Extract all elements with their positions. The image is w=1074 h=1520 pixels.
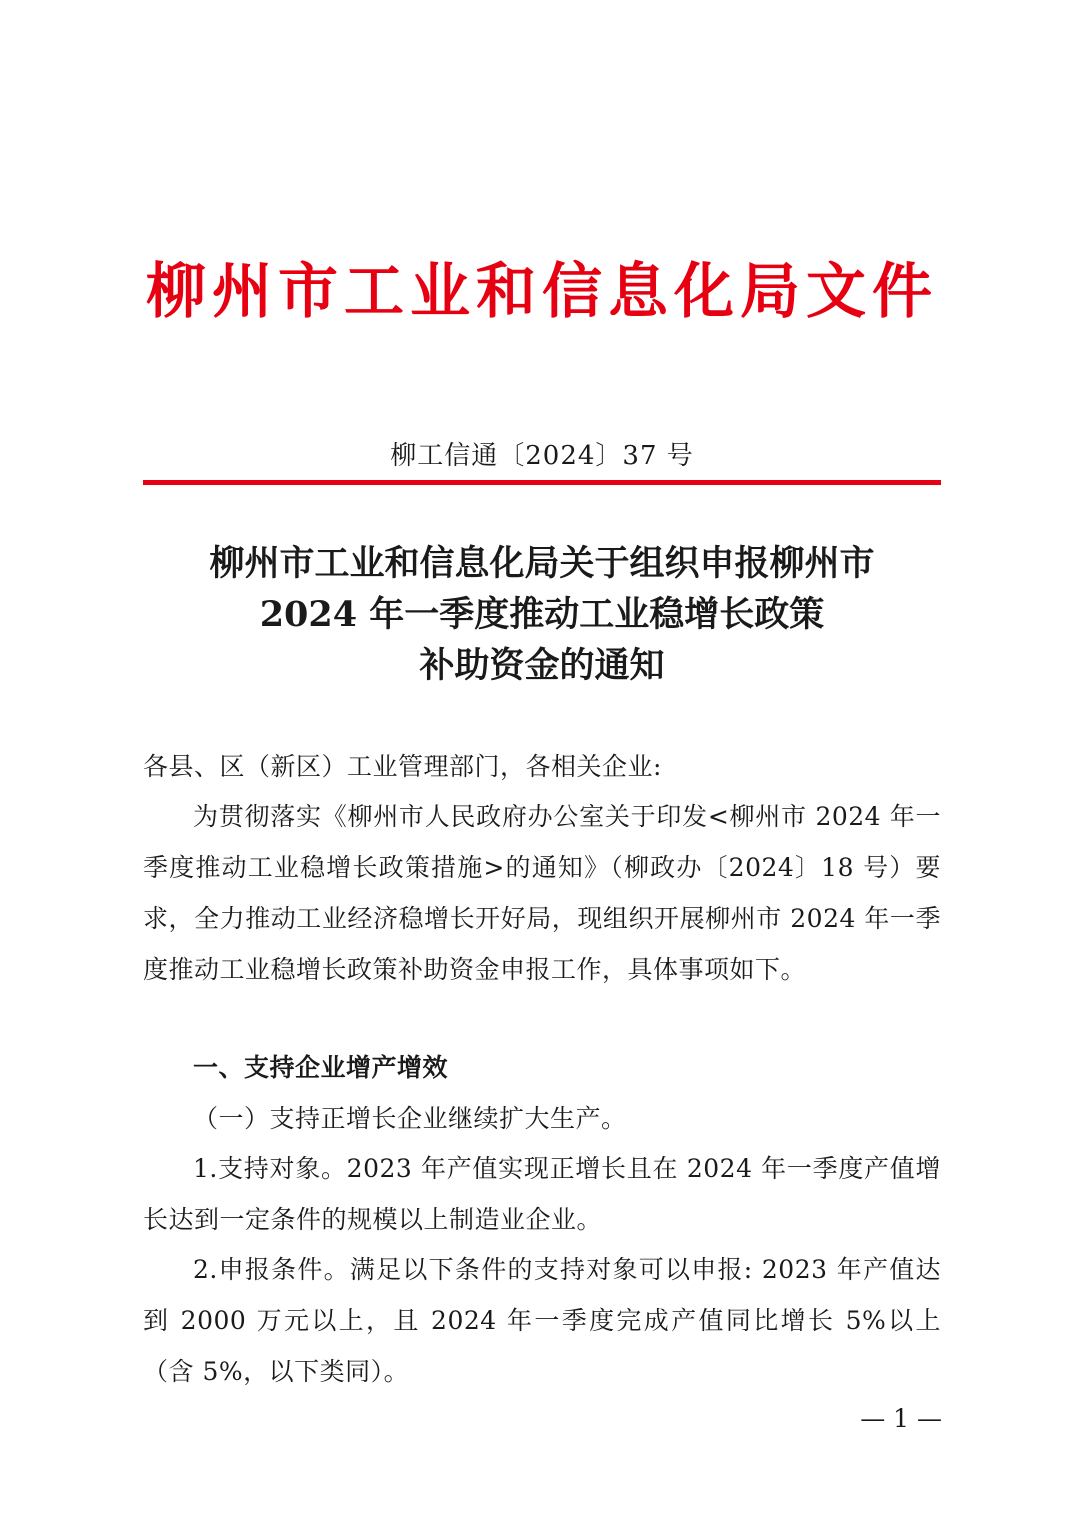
masthead-title: 柳州市工业和信息化局文件 — [146, 257, 938, 327]
salutation: 各县、区（新区）工业管理部门，各相关企业: — [143, 752, 662, 781]
notice-title — [143, 538, 941, 691]
red-divider-line — [143, 480, 941, 485]
title-line-2: 2024 年一季度推动工业稳增长政策 — [259, 594, 825, 635]
document-number: 柳工信通〔2024〕37 号 — [390, 441, 694, 471]
page-number: — 1 — — [860, 1404, 942, 1433]
title-line-1: 柳州市工业和信息化局关于组织申报柳州市 — [209, 543, 875, 584]
item-2-paragraph: 2.申报条件。满足以下条件的支持对象可以申报: 2023 年产值达到 2000 万元以上，且 2024 年一季度完成产值同比增长 5%以上（含 5%，以下类同）。 — [143, 1255, 941, 1386]
section-heading: 一、支持企业增产增效 — [193, 1053, 449, 1082]
item-1-paragraph: 1.支持对象。2023 年产值实现正增长且在 2024 年一季度产值增长达到一定条件的规模以上制造业企业。 — [143, 1154, 941, 1234]
intro-paragraph: 为贯彻落实《柳州市人民政府办公室关于印发<柳州市 2024 年一季度推动工业稳增长政策措施>的通知》（柳政办〔2024〕18 号）要求，全力推动工业经济稳增长开好局，现组织开展柳州市 2024 年一季度推动工业稳增长政策补助资金申报工作，具体事项如下。 — [143, 802, 941, 984]
subsection-heading: （一）支持正增长企业继续扩大生产。 — [193, 1104, 627, 1133]
title-line-3: 补助资金的通知 — [419, 645, 665, 686]
